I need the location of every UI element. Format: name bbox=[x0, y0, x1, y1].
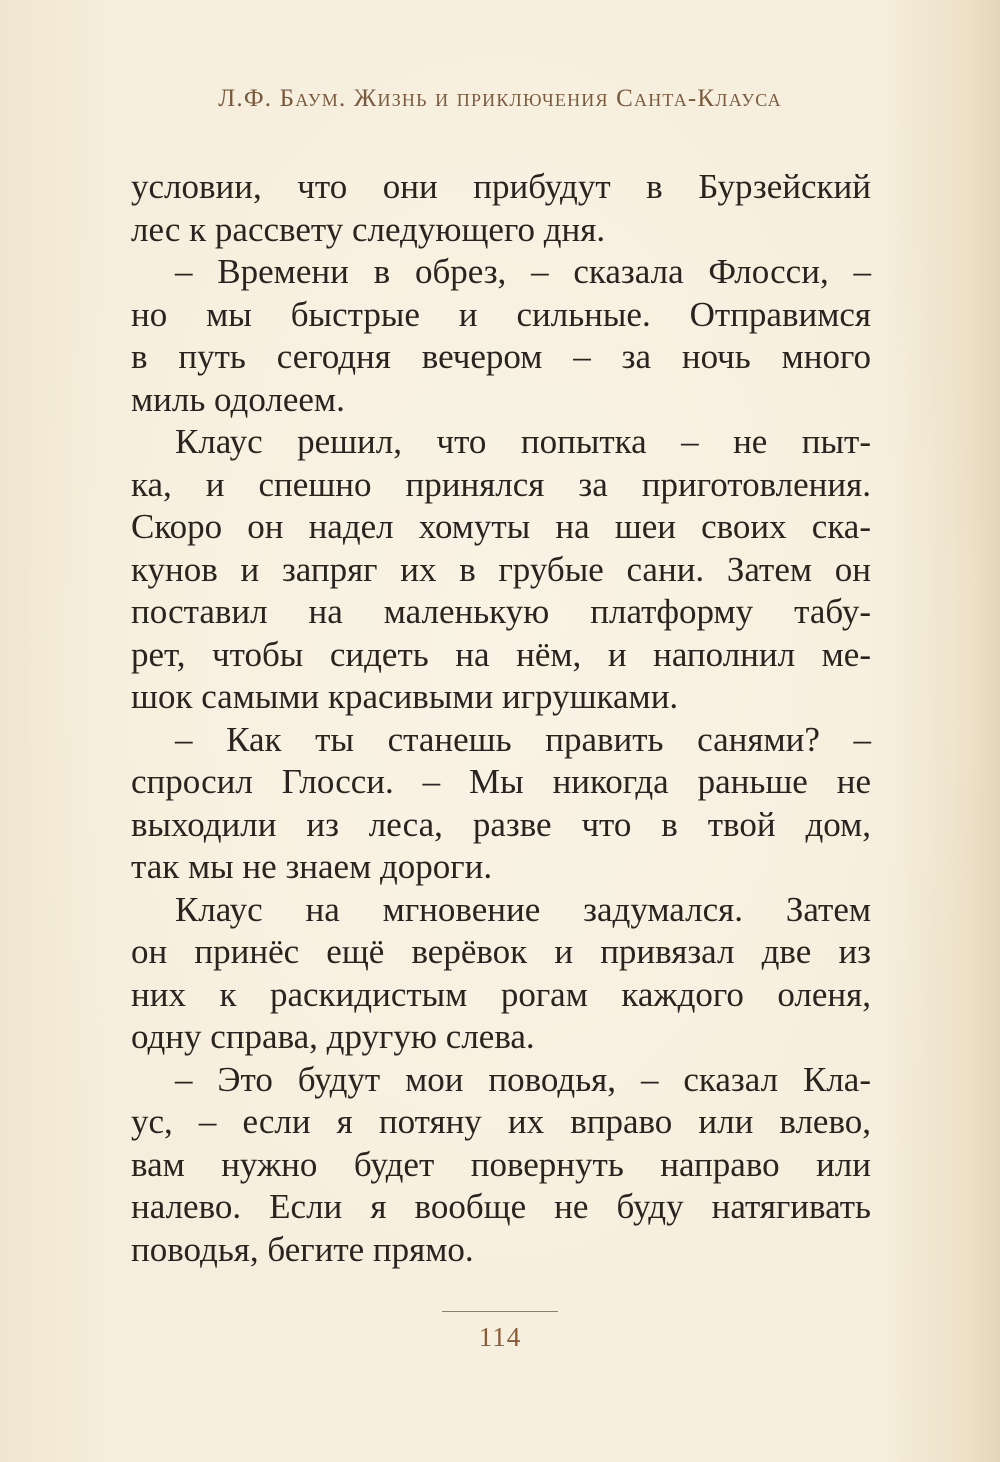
text-line: он принёс ещё верёвок и привязал две из bbox=[131, 932, 871, 971]
text-line: налево. Если я вообще не буду натягивать bbox=[131, 1187, 871, 1226]
text-line: вам нужно будет повернуть направо или bbox=[131, 1144, 871, 1184]
text-line: так мы не знаем дороги. bbox=[131, 847, 493, 886]
text-line: миль одолеем. bbox=[131, 379, 345, 419]
text-line: – Как ты станешь править санями? – bbox=[175, 719, 871, 759]
running-header: Л.Ф. Баум. Жизнь и приключения Санта-Клауса bbox=[218, 85, 782, 112]
text-line: спросил Глосси. – Мы никогда раньше не bbox=[131, 762, 871, 801]
text-line: рет, чтобы сидеть на нём, и наполнил ме- bbox=[131, 634, 871, 674]
text-line: ка, и спешно принялся за приготовления. bbox=[131, 464, 871, 504]
body-text bbox=[131, 166, 871, 1271]
text-line: Клаус на мгновение задумался. Затем bbox=[175, 889, 871, 929]
text-line: в путь сегодня вечером – за ночь много bbox=[131, 337, 871, 376]
text-line: но мы быстрые и сильные. Отправимся bbox=[131, 294, 871, 334]
text-line: – Времени в обрез, – сказала Флосси, – bbox=[175, 252, 871, 291]
footer-divider bbox=[442, 1311, 558, 1312]
text-line: условии, что они прибудут в Бурзейский bbox=[131, 167, 871, 206]
text-line: поводья, бегите прямо. bbox=[131, 1229, 474, 1269]
text-line: одну справа, другую слева. bbox=[131, 1017, 535, 1056]
text-line: ус, – если я потяну их вправо или влево, bbox=[131, 1102, 871, 1141]
text-line: кунов и запряг их в грубые сани. Затем он bbox=[131, 549, 871, 589]
text-line: поставил на маленькую платформу табу- bbox=[131, 592, 871, 631]
text-line: Клаус решил, что попытка – не пыт- bbox=[175, 422, 871, 461]
text-line: лес к рассвету следующего дня. bbox=[131, 209, 606, 249]
text-line: них к раскидистым рогам каждого оленя, bbox=[131, 974, 871, 1014]
text-line: выходили из леса, разве что в твой дом, bbox=[131, 804, 871, 844]
page-number: 114 bbox=[478, 1322, 522, 1352]
text-line: – Это будут мои поводья, – сказал Кла- bbox=[175, 1059, 871, 1099]
text-line: Скоро он надел хомуты на шеи своих ска- bbox=[131, 507, 871, 546]
text-line: шок самыми красивыми игрушками. bbox=[131, 677, 679, 716]
